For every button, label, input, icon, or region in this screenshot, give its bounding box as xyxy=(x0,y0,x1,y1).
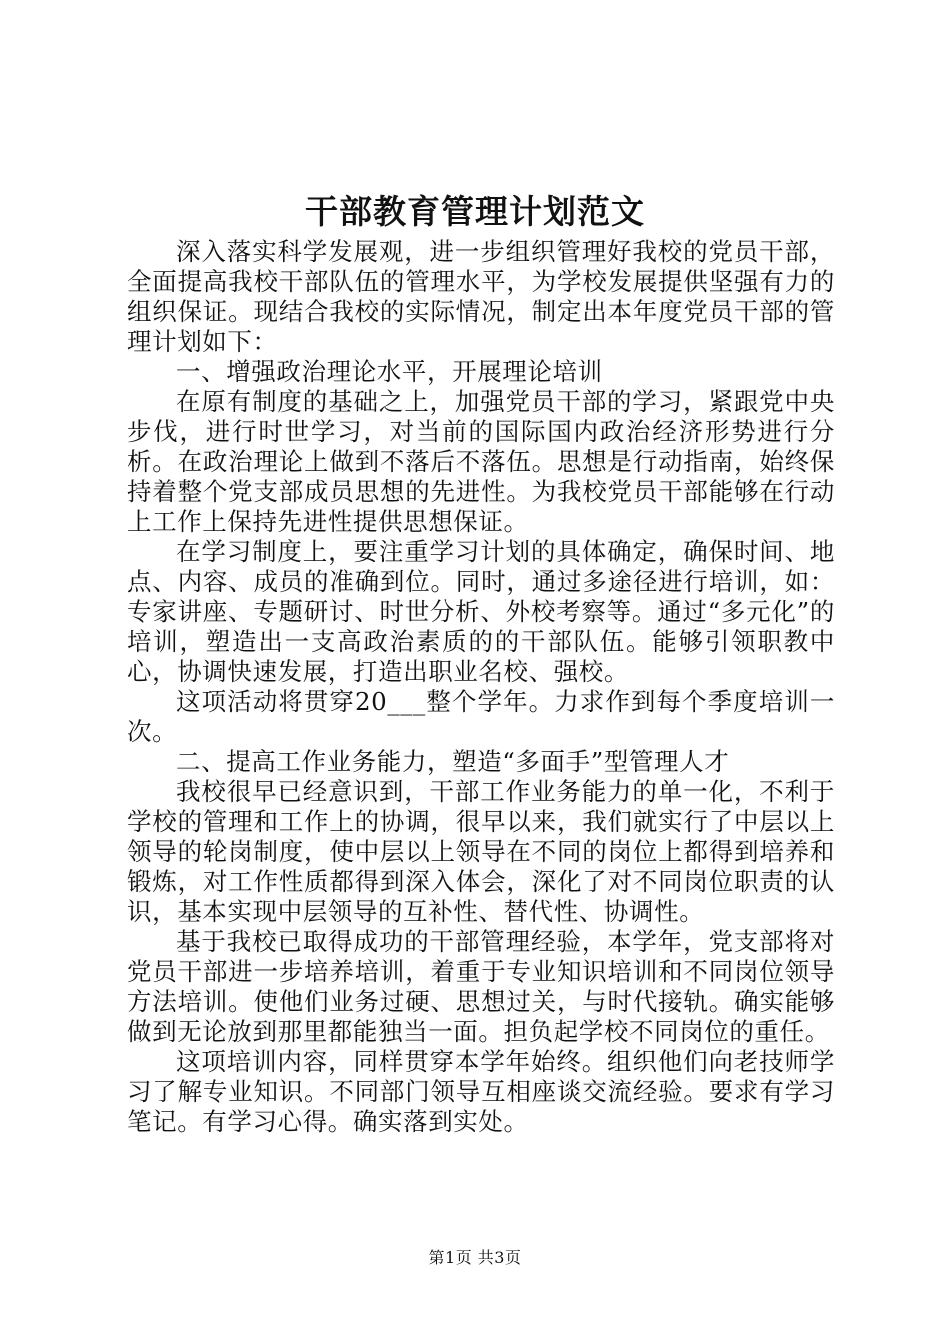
page-footer: 第1页 共3页 xyxy=(428,1248,522,1267)
section-1-paragraph-1: 在原有制度的基础之上，加强党员干部的学习，紧跟党中央步伐，进行时世学习，对当前的国际国内政治经济形势进行分析。在政治理论上做到不落后不落伍。思想是行动指南，始终保持着整个党支部成员思想的先进性。为我校党员干部能够在行动上工作上保持先进性提供思想保证。 xyxy=(127,387,835,536)
intro-paragraph: 深入落实科学发展观，进一步组织管理好我校的党员干部，全面提高我校干部队伍的管理水平，为学校发展提供坚强有力的组织保证。现结合我校的实际情况，制定出本年度党员干部的管理计划如下： xyxy=(127,237,835,356)
section-1-paragraph-3: 这项活动将贯穿20___整个学年。力求作到每个季度培训一次。 xyxy=(127,687,835,746)
section-1-paragraph-2: 在学习制度上，要注重学习计划的具体确定，确保时间、地点、内容、成员的准确到位。同时，通过多途径进行培训，如：专家讲座、专题研讨、时世分析、外校考察等。通过“多元化”的培训，塑造出一支高政治素质的的干部队伍。能够引领职教中心，协调快速发展，打造出职业名校、强校。 xyxy=(127,537,835,686)
document-body xyxy=(127,237,835,1137)
section-2-heading: 二、提高工作业务能力，塑造“多面手”型管理人才 xyxy=(176,747,730,776)
section-1-heading: 一、增强政治理论水平，开展理论培训 xyxy=(176,357,603,386)
section-2-paragraph-3: 这项培训内容，同样贯穿本学年始终。组织他们向老技师学习了解专业知识。不同部门领导互相座谈交流经验。要求有学习笔记。有学习心得。确实落到实处。 xyxy=(127,1047,835,1136)
section-2-paragraph-2: 基于我校已取得成功的干部管理经验，本学年，党支部将对党员干部进一步培养培训，着重于专业知识培训和不同岗位领导方法培训。使他们业务过硬、思想过关，与时代接轨。确实能够做到无论放到那里都能独当一面。担负起学校不同岗位的重任。 xyxy=(127,927,835,1046)
section-2-paragraph-1: 我校很早已经意识到，干部工作业务能力的单一化，不利于学校的管理和工作上的协调，很早以来，我们就实行了中层以上领导的轮岗制度，使中层以上领导在不同的岗位上都得到培养和锻炼，对工作性质都得到深入体会，深化了对不同岗位职责的认识，基本实现中层领导的互补性、替代性、协调性。 xyxy=(127,777,835,926)
document-title: 干部教育管理计划范文 xyxy=(305,192,645,231)
